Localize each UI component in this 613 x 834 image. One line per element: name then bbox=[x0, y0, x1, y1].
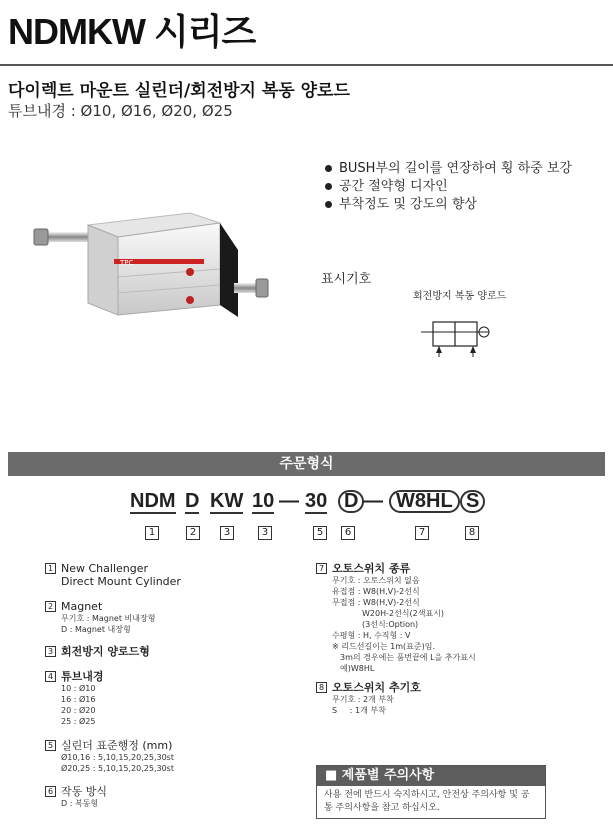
code-num-box: 3 bbox=[220, 526, 234, 540]
title-divider bbox=[0, 64, 613, 66]
code-num-box: 6 bbox=[341, 526, 355, 540]
symbol-title: 표시기호 bbox=[321, 272, 372, 287]
code-series: NDM bbox=[130, 490, 176, 512]
left-rod bbox=[44, 232, 94, 242]
symbol-caption: 회전방지 복동 양로드 bbox=[413, 291, 507, 302]
code-bore: 10 bbox=[252, 490, 275, 512]
product-logo: TPC bbox=[120, 259, 134, 267]
legend-switch-type: 7 오토스위치 종류 무기호 : 오토스위치 없음 유접점 : W8(H,V)-2선식 무접점 : W8(H,V)-2선식 W20H-2선식(2색표시) (3선식:Option) 수평형 : H, 수직형 : V ※ 리드선길이는 1m(표준)임. 3m의 경우에는 품번끝에 L을 추가표시 예)W8HL bbox=[316, 562, 476, 674]
feature-list bbox=[325, 160, 572, 214]
feature-item: BUSH부의 길이를 연장하여 횡 하중 보강 bbox=[325, 160, 572, 178]
code-num-box: 1 bbox=[145, 526, 159, 540]
code-dash-2: — bbox=[363, 490, 383, 512]
code-num-box: 2 bbox=[186, 526, 200, 540]
product-subtitle: 다이렉트 마운트 실린더/회전방지 복동 양로드 bbox=[8, 81, 350, 101]
legend-series: 1 New Challenger Direct Mount Cylinder bbox=[45, 562, 181, 588]
code-num-box: 7 bbox=[415, 526, 429, 540]
page-title: NDMKW 시리즈 bbox=[8, 11, 256, 52]
code-switch: W8HL bbox=[389, 490, 460, 513]
end-cap bbox=[220, 223, 238, 317]
code-switch-qty: S bbox=[460, 490, 485, 513]
order-format-header: 주문형식 bbox=[8, 452, 605, 476]
bore-sizes: 튜브내경 : Ø10, Ø16, Ø20, Ø25 bbox=[8, 102, 233, 120]
code-action: D bbox=[338, 490, 364, 513]
bullet-icon bbox=[325, 165, 332, 172]
code-magnet: D bbox=[185, 490, 200, 512]
code-stroke: 30 bbox=[305, 490, 328, 512]
cylinder-product-image bbox=[30, 205, 280, 335]
legend-action: 6 작동 방식 D : 복동형 bbox=[45, 785, 107, 809]
legend-type: 3 회전방지 양로드형 bbox=[45, 645, 150, 658]
caution-text: 사용 전에 반드시 숙지하시고, 안전상 주의사항 및 공통 주의사항을 참고 하십시오. bbox=[324, 790, 530, 813]
feature-item: 부착정도 및 강도의 향상 bbox=[325, 196, 572, 214]
left-rod-nut bbox=[34, 229, 48, 245]
code-num-box: 5 bbox=[313, 526, 327, 540]
code-type: KW bbox=[210, 490, 244, 512]
pneumatic-symbol-icon bbox=[415, 315, 495, 361]
code-num-box: 8 bbox=[465, 526, 479, 540]
caution-box bbox=[316, 765, 546, 819]
legend-bore: 4 튜브내경 10 : Ø10 16 : Ø16 20 : Ø20 25 : Ø25 bbox=[45, 670, 104, 727]
legend-stroke: 5 실린더 표준행정 (mm) Ø10,16 : 5,10,15,20,25,30st Ø20,25 : 5,10,15,20,25,30st bbox=[45, 739, 174, 774]
cylinder-body bbox=[118, 223, 220, 315]
caution-title: ■ 제품별 주의사항 bbox=[317, 766, 545, 786]
bullet-icon bbox=[325, 201, 332, 208]
bullet-icon bbox=[325, 183, 332, 190]
code-dash: — bbox=[279, 490, 299, 512]
right-rod-nut bbox=[256, 279, 268, 297]
legend-switch-qty: 8 오토스위치 추기호 무기호 : 2개 부착 S : 1개 부착 bbox=[316, 681, 421, 716]
feature-item: 공간 절약형 디자인 bbox=[325, 178, 572, 196]
code-num-box: 3 bbox=[258, 526, 272, 540]
legend-magnet: 2 Magnet 무기호 : Magnet 비내장형 D : Magnet 내장형 bbox=[45, 600, 155, 635]
